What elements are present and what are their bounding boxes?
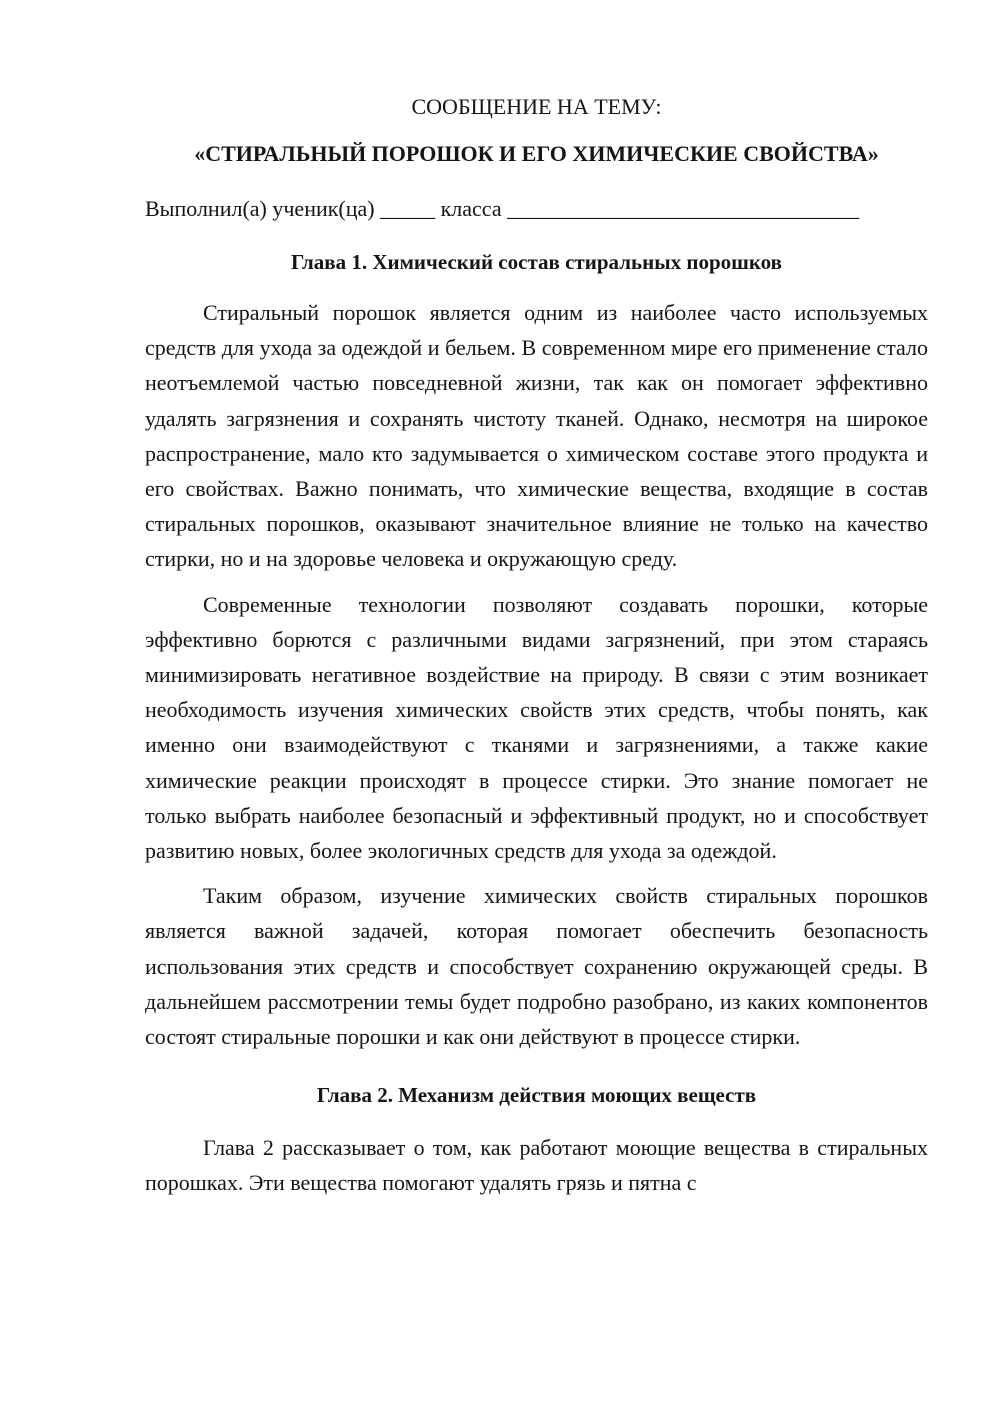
chapter-2-title: Глава 2. Механизм действия моющих веществ [316,1083,757,1108]
report-heading: СООБЩЕНИЕ НА ТЕМУ: [411,94,662,119]
chapter-1-title: Глава 1. Химический состав стиральных порошков [290,250,782,274]
chapter-1-paragraph-2: Современные технологии позволяют создавать порошки, которые эффективно борются с различными видами загрязнений, при этом стараясь минимизировать негативное воздействие на природу. В связи с этим возникает необходимость изучения химических свойств этих средств, чтобы понять, как именно они взаимодействуют с тканями и загрязнениями, а также какие химические реакции происходят в процессе стирки. Это знание помогает не только выбрать наиболее безопасный и эффективный продукт, но и способствует развитию новых, более экологичных средств для ухода за одеждой. [145,591,928,864]
chapter-2-paragraph-1: Глава 2 рассказывает о том, как работают моющие вещества в стиральных порошках. Эти вещества помогают удалять грязь и пятна с [145,1135,928,1196]
chapter-1-paragraph-1: Стиральный порошок является одним из наиболее часто используемых средств для ухода за одеждой и бельем. В современном мире его применение стало неотъемлемой частью повседневной жизни, так как он помогает эффективно удалять загрязнения и сохранять чистоту тканей. Однако, несмотря на широкое распространение, мало кто задумывается о химическом составе этого продукта и его свойствах. Важно понимать, что химические вещества, входящие в состав стиральных порошков, оказывают значительное влияние не только на качество стирки, но и на здоровье человека и окружающую среду. [145,300,928,572]
chapter-1-paragraph-3: Таким образом, изучение химических свойств стиральных порошков является важной задачей, которая помогает обеспечить безопасность использования этих средств и способствует сохранению окружающей среды. В дальнейшем рассмотрении темы будет подробно разобрано, из каких компонентов состоят стиральные порошки и как они действуют в процессе стирки. [145,883,928,1050]
report-topic-title: «СТИРАЛЬНЫЙ ПОРОШОК И ЕГО ХИМИЧЕСКИЕ СВОЙСТВА» [194,141,879,166]
author-line: Выполнил(а) ученик(ца) _____ класса ________________________________ [145,196,860,221]
document-page [145,92,928,1201]
